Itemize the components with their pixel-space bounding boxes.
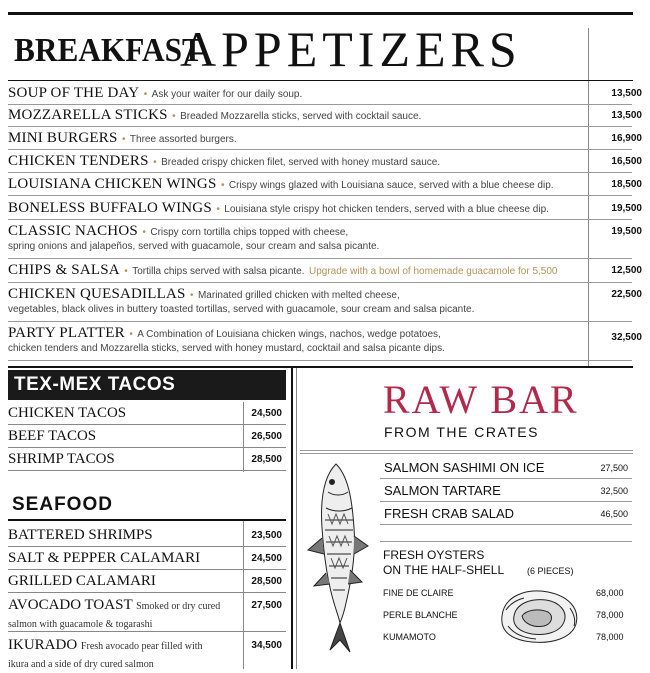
item-name: SALMON SASHIMI ON ICE — [384, 460, 545, 475]
oyster-price: 68,000 — [596, 588, 624, 598]
list-item — [380, 480, 632, 502]
appetizers-title: APPETIZERS — [180, 21, 522, 77]
item-name: MOZZARELLA STICKS — [8, 107, 168, 123]
list-item — [8, 222, 642, 259]
item-price: 19,500 — [611, 203, 642, 214]
raw-bar-title: RAW BAR — [383, 377, 579, 422]
list-item — [8, 634, 286, 671]
oyster-name: FINE DE CLAIRE — [383, 588, 454, 598]
item-name: FRESH CRAB SALAD — [384, 506, 515, 521]
bullet-dot: • — [124, 266, 128, 277]
raw-bar-rule — [300, 450, 633, 451]
item-name: SALT & PEPPER CALAMARI — [8, 550, 201, 566]
list-item — [8, 594, 286, 632]
item-name: SOUP OF THE DAY — [8, 85, 140, 101]
list-item — [8, 402, 286, 425]
item-price: 16,900 — [611, 133, 642, 144]
item-desc: Breaded crispy chicken filet, served with honey mustard sauce. — [161, 157, 441, 168]
item-price: 32,500 — [600, 486, 628, 496]
item-price: 27,500 — [251, 600, 282, 611]
item-name: GRILLED CALAMARI — [8, 573, 156, 589]
item-price: 24,500 — [251, 408, 282, 419]
item-name: CHIPS & SALSA — [8, 262, 120, 278]
item-price: 34,500 — [251, 640, 282, 651]
item-price: 13,500 — [611, 110, 642, 121]
item-name: CHICKEN QUESADILLAS — [8, 286, 186, 302]
item-desc-line2: ikura and a side of dry cured salmon — [8, 659, 154, 670]
item-name: SALMON TARTARE — [384, 483, 501, 498]
raw-bar-subtitle: FROM THE CRATES — [384, 424, 539, 440]
list-item — [380, 457, 632, 479]
item-name — [8, 637, 240, 673]
bullet-dot: • — [153, 157, 157, 168]
item-desc: Breaded Mozzarella sticks, served with cocktail sauce. — [180, 111, 422, 122]
appetizers-header-rule — [8, 80, 633, 81]
item-name: CHICKEN TACOS — [8, 405, 127, 421]
list-item — [380, 503, 632, 525]
item-name: BATTERED SHRIMPS — [8, 527, 153, 543]
item-name — [8, 597, 240, 633]
bullet-dot: • — [142, 227, 146, 238]
item-price: 27,500 — [600, 463, 628, 473]
item-price: 28,500 — [251, 576, 282, 587]
item-desc-line2: chicken tenders and Mozzarella sticks, served with honey mustard, cocktail and salsa picante dips. — [8, 343, 445, 354]
column-divider — [291, 368, 293, 669]
bullet-dot: • — [190, 290, 194, 301]
list-item — [8, 84, 642, 105]
item-price: 32,500 — [611, 332, 642, 343]
oyster-name: PERLE BLANCHE — [383, 610, 458, 620]
raw-bar-rule-2 — [300, 453, 633, 454]
item-desc: Crispy corn tortilla chips topped with cheese, — [150, 227, 349, 238]
list-item — [8, 547, 286, 570]
bullet-dot: • — [216, 204, 220, 215]
item-price: 24,500 — [251, 553, 282, 564]
item-price: 28,500 — [251, 454, 282, 465]
item-name: SHRIMP TACOS — [8, 451, 115, 467]
list-item — [8, 152, 642, 173]
item-name: BEEF TACOS — [8, 428, 97, 444]
item-price: 16,500 — [611, 156, 642, 167]
item-name: BONELESS BUFFALO WINGS — [8, 200, 212, 216]
seafood-title: SEAFOOD — [12, 494, 113, 515]
item-name: PARTY PLATTER — [8, 325, 125, 341]
bullet-dot: • — [121, 134, 126, 145]
upgrade-note: Upgrade with a bowl of homemade guacamole for 5,500 — [308, 266, 558, 277]
item-desc: Crispy wings glazed with Louisiana sauce, served with a blue cheese dip. — [228, 180, 554, 191]
item-name: CLASSIC NACHOS — [8, 223, 138, 239]
list-item — [8, 324, 642, 361]
bullet-dot: • — [220, 180, 225, 191]
seafood-rule — [8, 519, 286, 521]
item-price: 18,500 — [611, 179, 642, 190]
item-desc-line2: vegetables, black olives in buttery toasted tortillas, served with guacamole, sour cream and salsa picante. — [8, 304, 475, 315]
list-item — [8, 448, 286, 471]
item-price: 13,500 — [611, 88, 642, 99]
item-price: 46,500 — [600, 509, 628, 519]
list-item — [8, 199, 642, 220]
item-desc: Ask your waiter for our daily soup. — [151, 89, 303, 100]
oyster-price: 78,000 — [596, 632, 624, 642]
tacos-title-text: TEX-MEX TACOS — [14, 374, 176, 395]
item-price: 12,500 — [611, 265, 642, 276]
item-title: IKURADO — [8, 637, 78, 653]
item-desc-line2: spring onions and jalapeños, served with guacamole, sour cream and salsa picante. — [8, 241, 380, 252]
list-item — [8, 106, 642, 127]
item-desc: Smoked or dry cured — [136, 601, 221, 612]
bullet-dot: • — [143, 89, 148, 100]
list-item — [8, 261, 642, 283]
oyster-name: KUMAMOTO — [383, 632, 436, 642]
item-name: LOUISIANA CHICKEN WINGS — [8, 176, 217, 192]
item-price: 19,500 — [611, 226, 642, 237]
item-price: 22,500 — [611, 289, 642, 300]
item-desc-line2: salmon with guacamole & togarashi — [8, 619, 153, 630]
breakfast-title: BREAKFAST — [14, 32, 203, 69]
list-item — [8, 524, 286, 547]
bullet-dot: • — [129, 329, 133, 340]
column-divider-2 — [296, 368, 297, 669]
item-desc: Fresh avocado pear filled with — [80, 641, 203, 652]
item-desc: Tortilla chips served with salsa picante. — [132, 266, 305, 277]
list-item — [8, 129, 642, 150]
section-rule — [8, 366, 633, 368]
list-item — [8, 285, 642, 322]
oysters-title-2: ON THE HALF-SHELL — [383, 563, 505, 577]
item-desc: Three assorted burgers. — [129, 134, 237, 145]
item-name: CHICKEN TENDERS — [8, 153, 149, 169]
tacos-title — [8, 370, 286, 400]
top-rule — [8, 12, 633, 15]
item-price: 23,500 — [251, 530, 282, 541]
item-desc: Marinated grilled chicken with melted cheese, — [197, 290, 400, 301]
item-title: AVOCADO TOAST — [8, 597, 133, 613]
oysters-note: (6 PIECES) — [527, 566, 574, 576]
oyster-illustration — [496, 586, 582, 646]
fish-illustration — [302, 458, 374, 658]
oysters-title-1: FRESH OYSTERS — [383, 548, 485, 562]
bullet-dot: • — [172, 111, 176, 122]
list-item — [8, 570, 286, 593]
oyster-rule — [380, 541, 632, 542]
item-name: MINI BURGERS — [8, 130, 118, 146]
item-desc: Louisiana style crispy hot chicken tenders, served with a blue cheese dip. — [224, 204, 549, 215]
list-item — [8, 425, 286, 448]
item-price: 26,500 — [251, 431, 282, 442]
item-desc: A Combination of Louisiana chicken wings, nachos, wedge potatoes, — [137, 329, 441, 340]
oyster-price: 78,000 — [596, 610, 624, 620]
list-item — [8, 175, 642, 196]
